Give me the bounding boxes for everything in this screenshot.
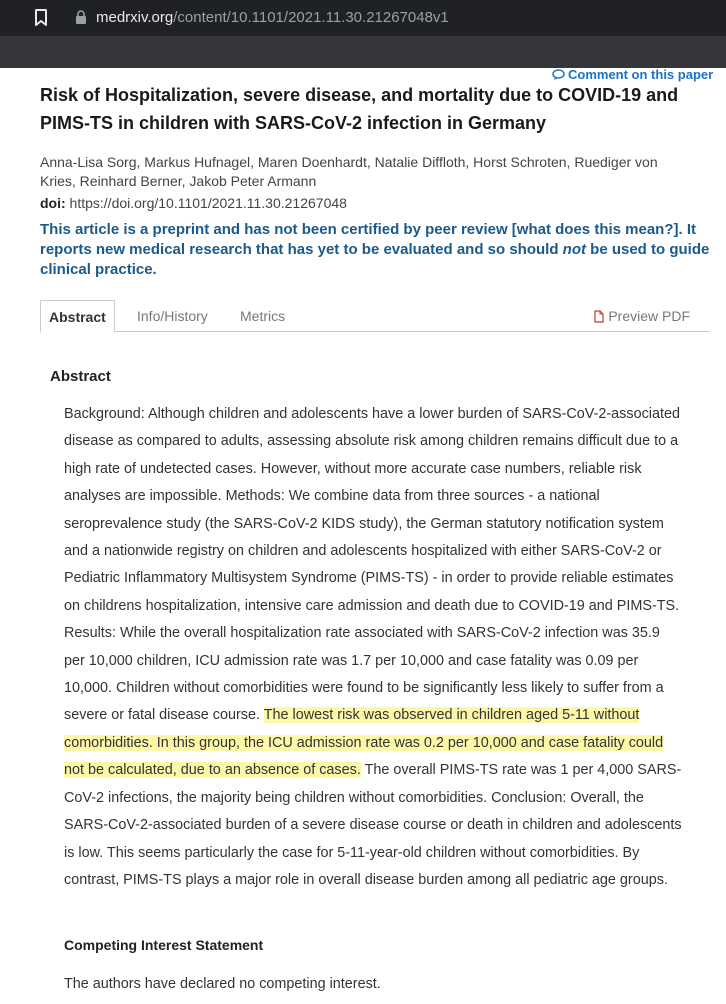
comment-link-label: Comment on this paper	[568, 67, 714, 82]
abstract-text-after: The overall PIMS-TS rate was 1 per 4,000 SARS-CoV-2 infections, the majority being children without comorbidities. Conclusion: Overall, the SARS-CoV-2-associated burden of a severe disease course or death in children and adolescents is low. This seems particularly the case for 5-11-year-old children without comorbidities. By contrast, PIMS-TS plays a major role in overall disease burden among all pediatric age groups.	[64, 762, 682, 888]
bookmark-icon[interactable]	[34, 9, 48, 27]
tab-metrics[interactable]: Metrics	[240, 308, 286, 324]
competing-interest-text: The authors have declared no competing interest.	[64, 976, 381, 992]
preprint-notice	[40, 220, 710, 280]
abstract-heading: Abstract	[50, 368, 111, 385]
url-field[interactable]	[96, 9, 449, 27]
article-title: Risk of Hospitalization, severe disease, and mortality due to COVID-19 and PIMS-TS in children with SARS-CoV-2 infection in Germany	[40, 85, 679, 133]
lock-icon[interactable]	[75, 10, 87, 25]
doi-link[interactable]: https://doi.org/10.1101/2021.11.30.21267048	[69, 195, 347, 211]
preview-pdf-label: Preview PDF	[608, 308, 690, 324]
notice-text-2: be used to guide clinical practice.	[40, 241, 710, 278]
url-domain: medrxiv.org	[96, 9, 174, 26]
notice-emphasis: not	[562, 241, 586, 258]
browser-toolbar-strip	[0, 36, 726, 68]
competing-interest-heading: Competing Interest Statement	[64, 937, 264, 953]
abstract-highlighted-text: The lowest risk was observed in children aged 5-11 without comorbidities. In this group, the ICU admission rate was 0.2 per 10,000 and case fatality could not be calculated, due to an absence of cases.	[64, 707, 664, 779]
tab-info-history[interactable]: Info/History	[137, 308, 208, 324]
notice-text-1: This article is a preprint and has not been certified by peer review [what does this mean?]. It reports new medical research that has yet to be evaluated and so should	[40, 221, 696, 258]
abstract-text	[64, 401, 684, 894]
speech-bubble-icon	[552, 69, 565, 81]
doi-line	[40, 194, 347, 213]
tab-abstract[interactable]: Abstract	[40, 300, 115, 333]
pdf-file-icon	[594, 310, 604, 323]
browser-address-bar	[0, 0, 726, 36]
doi-label: doi:	[40, 195, 66, 211]
comment-link[interactable]	[552, 67, 713, 82]
preview-pdf-button[interactable]	[594, 300, 690, 332]
article-tabs	[40, 300, 710, 332]
author-list: Anna-Lisa Sorg, Markus Hufnagel, Maren Doenhardt, Natalie Diffloth, Horst Schroten, Ruediger von Kries, Reinhard Berner, Jakob Peter Armann	[40, 154, 658, 189]
url-path: /content/10.1101/2021.11.30.21267048v1	[173, 9, 449, 26]
abstract-text-before: Background: Although children and adolescents have a lower burden of SARS-CoV-2-associated disease as compared to adults, assessing absolute risk among children remains difficult due to a high rate of undetected cases. However, without more accurate case numbers, reliable risk analyses are impossible. Methods: We combine data from three sources - a national seroprevalence study (the SARS-CoV-2 KIDS study), the German statutory notification system and a nationwide registry on children and adolescents hospitalized with either SARS-CoV-2 or Pediatric Inflammatory Multisystem Syndrome (PIMS-TS) - in order to provide reliable estimates on childrens hospitalization, intensive care admission and death due to COVID-19 and PIMS-TS. Results: While the overall hospitalization rate associated with SARS-CoV-2 infection was 35.9 per 10,000 children, ICU admission rate was 1.7 per 10,000 and case fatality was 0.09 per 10,000. Children without comorbidities were found to be significantly less likely to suffer from a severe or fatal disease course.	[64, 406, 680, 724]
